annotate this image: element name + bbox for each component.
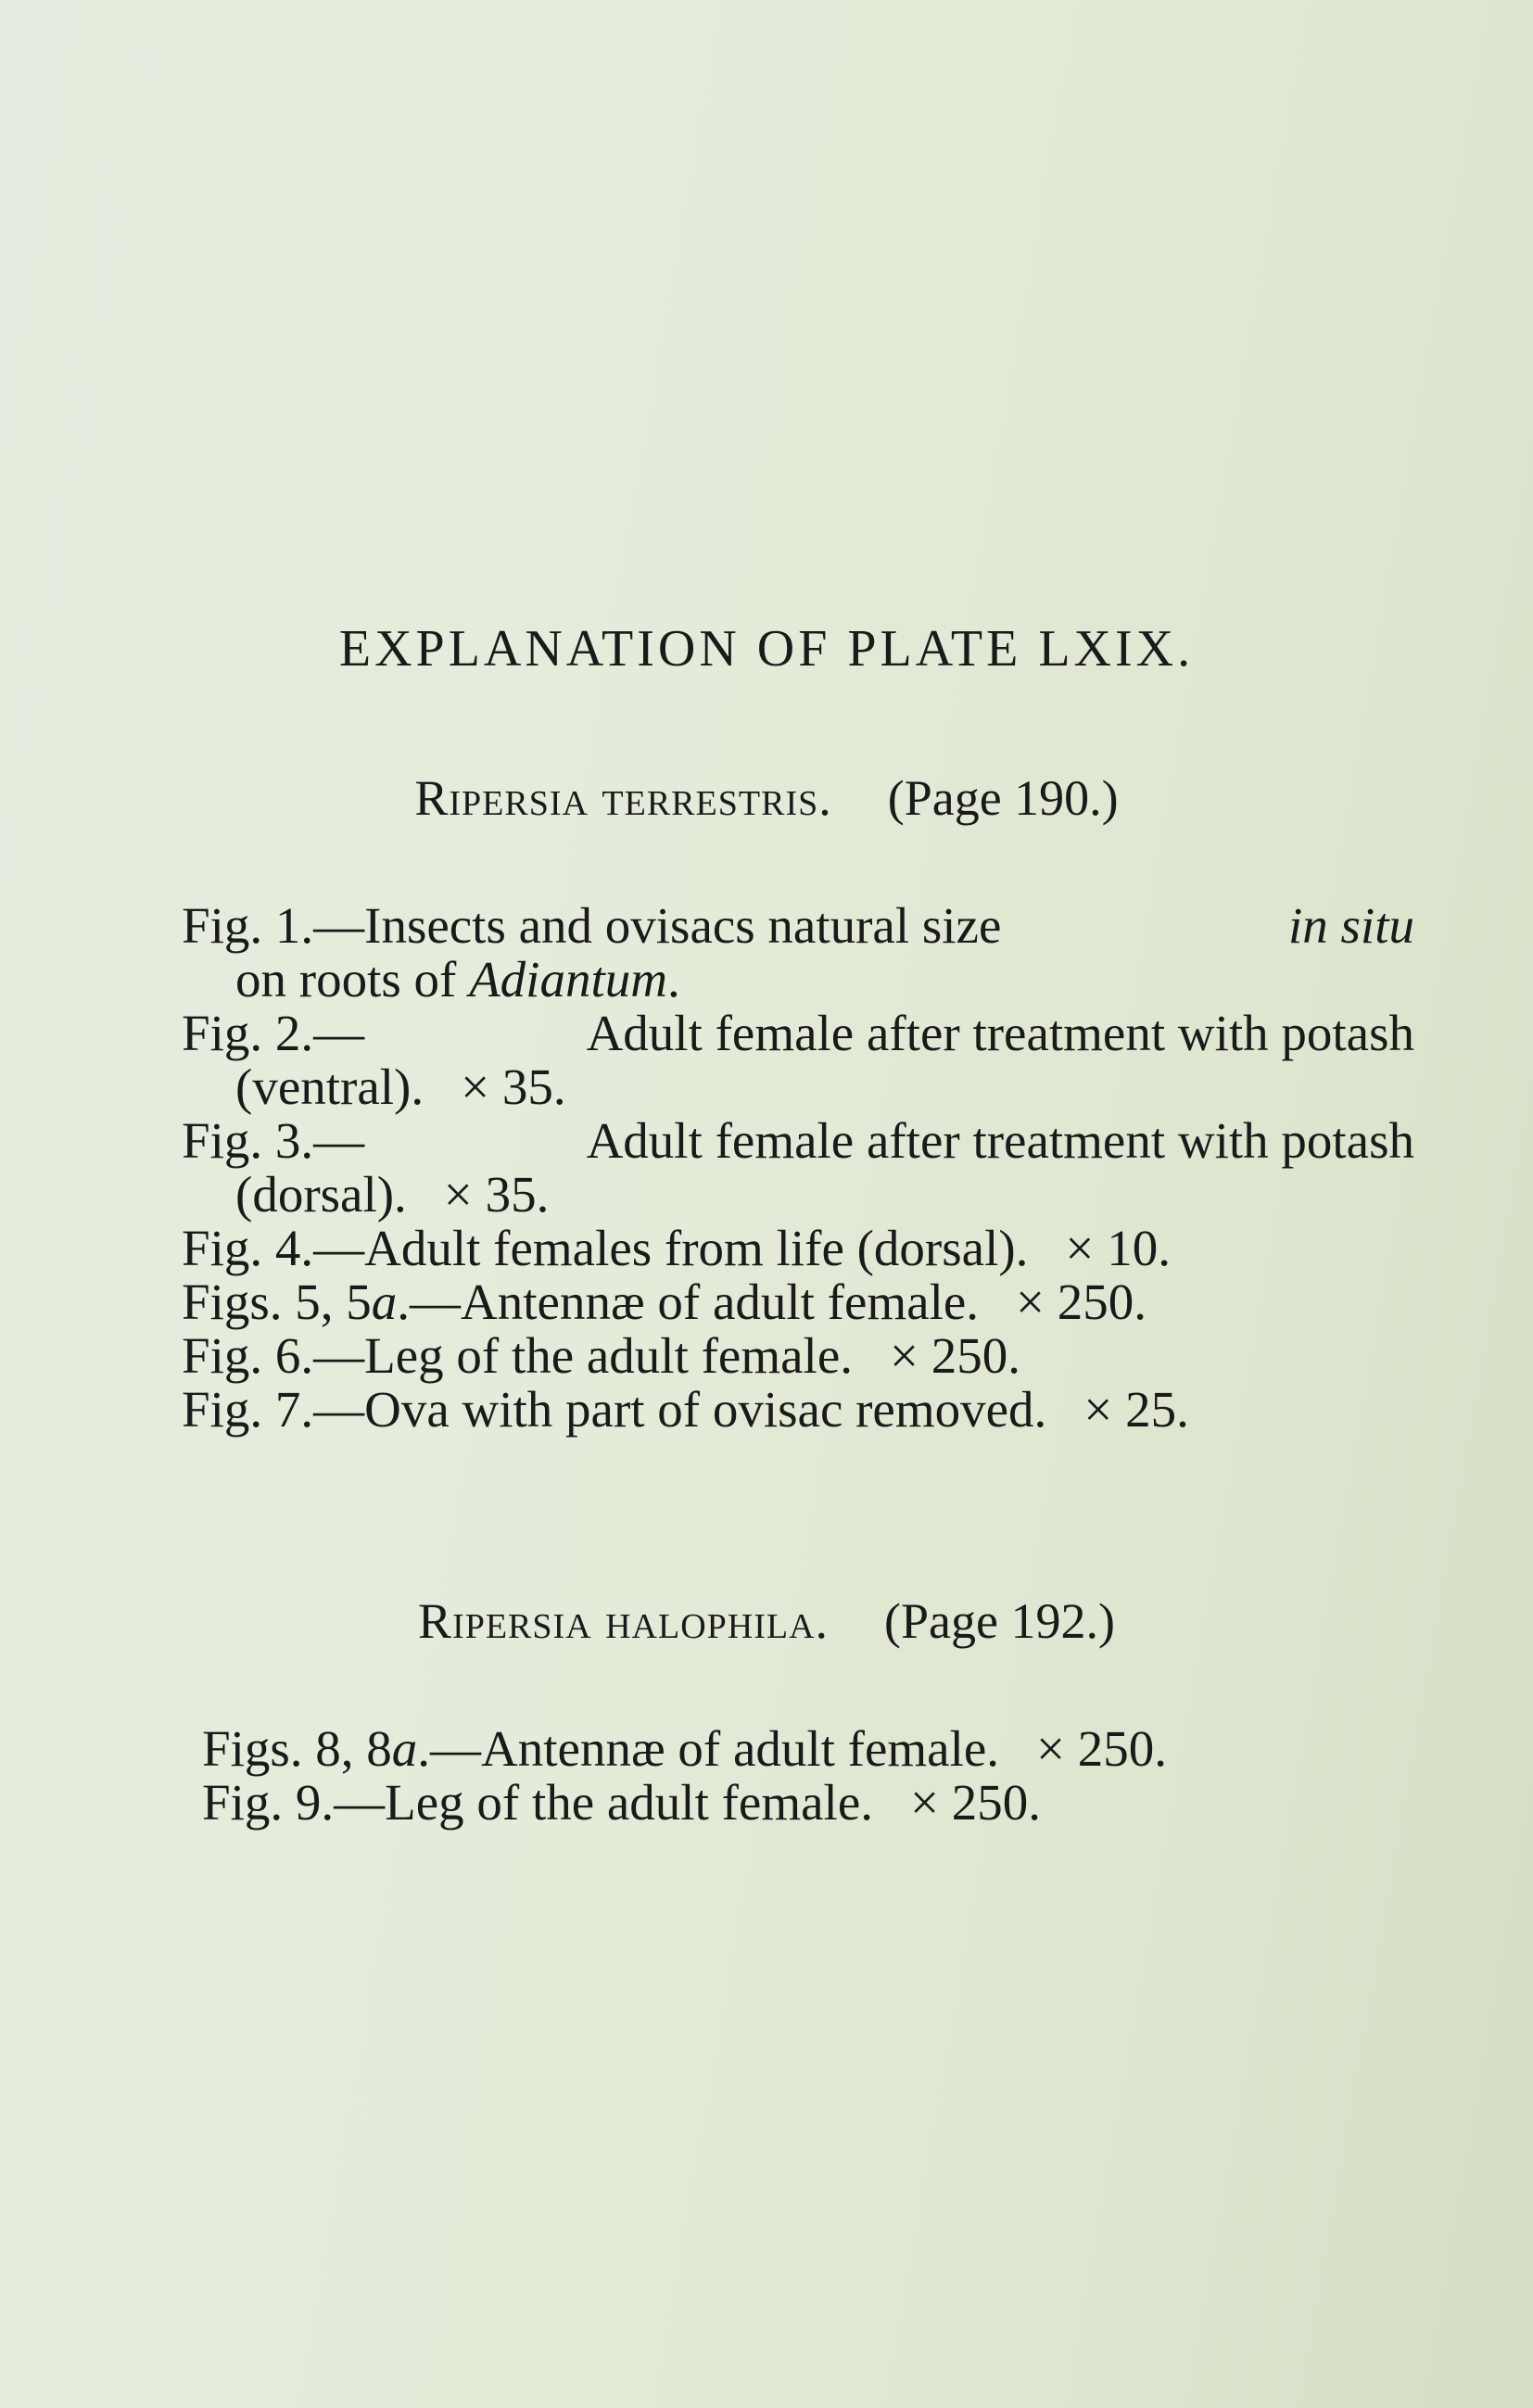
- figure-text: Adult female after treatment with potash: [586, 1005, 1414, 1061]
- figure-entry-2: [182, 1007, 1414, 1114]
- figure-label: Fig. 3.—: [182, 1112, 365, 1169]
- figure-text: Antennæ of adult female.: [481, 1720, 1000, 1777]
- figure-text: Ova with part of ovisac removed.: [364, 1381, 1047, 1438]
- magnification: × 250.: [909, 1774, 1042, 1831]
- figure-label: Fig. 1.—: [182, 897, 365, 954]
- figure-label: Fig. 9.—: [202, 1774, 386, 1831]
- figure-label: Fig. 2.—: [182, 1005, 365, 1061]
- figure-list-halophila: [202, 1722, 1435, 1830]
- figure-label-tail: .—: [397, 1274, 462, 1330]
- figure-label: Fig. 6.—: [182, 1327, 365, 1384]
- genus-name: Adiantum: [469, 951, 667, 1008]
- figure-text-italic: in situ: [1288, 897, 1414, 954]
- magnification: × 35.: [461, 1058, 566, 1115]
- magnification: × 250.: [1036, 1720, 1168, 1777]
- figure-list-terrestris: [182, 899, 1414, 1437]
- magnification: × 250.: [1016, 1274, 1147, 1330]
- figure-entry-8: [202, 1722, 1435, 1776]
- figure-text: Antennæ of adult female.: [461, 1274, 980, 1330]
- magnification: × 10.: [1065, 1220, 1171, 1276]
- figure-text: Adult females from life (dorsal).: [364, 1220, 1029, 1276]
- page-reference: (Page 192.): [884, 1593, 1115, 1649]
- figure-text-continued: (dorsal).: [235, 1166, 407, 1223]
- figure-entry-7: [182, 1383, 1414, 1437]
- figure-label-tail: .—: [417, 1720, 482, 1777]
- figure-entry-6: [182, 1329, 1414, 1383]
- figure-entry-4: [182, 1222, 1414, 1275]
- figure-entry-1: [182, 899, 1414, 1007]
- period: .: [666, 951, 680, 1008]
- figure-entry-3: [182, 1114, 1414, 1222]
- section-heading-ripersia-terrestris: [0, 769, 1533, 827]
- species-name: Ripersia terrestris.: [414, 770, 832, 826]
- figure-text: Leg of the adult female.: [364, 1327, 853, 1384]
- figure-entry-9: [202, 1776, 1435, 1830]
- figure-text-continued: (ventral).: [235, 1058, 424, 1115]
- figure-label-italic: a: [371, 1274, 398, 1330]
- figure-label-italic: a: [391, 1720, 418, 1777]
- section-heading-ripersia-halophila: [0, 1592, 1533, 1650]
- figure-text-continued: on roots of: [235, 951, 470, 1008]
- magnification: × 25.: [1083, 1381, 1189, 1438]
- plate-title: EXPLANATION OF PLATE LXIX.: [338, 620, 1195, 678]
- figure-text: Leg of the adult female.: [385, 1774, 873, 1831]
- magnification: × 250.: [889, 1327, 1021, 1384]
- page-reference: (Page 190.): [887, 770, 1119, 826]
- species-name: Ripersia halophila.: [418, 1593, 830, 1649]
- figure-label: Figs. 5, 5: [182, 1274, 372, 1330]
- figure-label: Fig. 4.—: [182, 1220, 365, 1276]
- magnification: × 35.: [443, 1166, 550, 1223]
- figure-label: Fig. 7.—: [182, 1381, 365, 1438]
- figure-text: Insects and ovisacs natural size: [364, 897, 1002, 954]
- figure-label: Figs. 8, 8: [202, 1720, 392, 1777]
- figure-entry-5: [182, 1275, 1414, 1329]
- figure-text: Adult female after treatment with potash: [586, 1112, 1414, 1169]
